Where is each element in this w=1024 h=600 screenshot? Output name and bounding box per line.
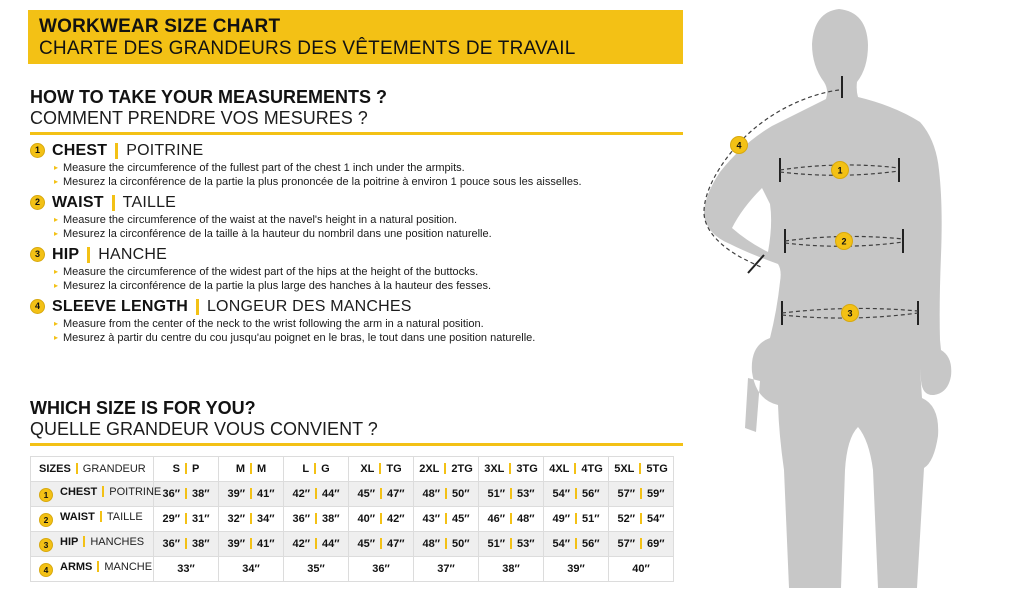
tip-line: [30, 228, 680, 242]
table-label-en: SIZES: [39, 463, 71, 475]
size-value-cell: [609, 507, 674, 532]
bullet-arrow-icon: ▸: [54, 267, 59, 276]
value-a: 54″: [552, 538, 570, 550]
size-value-cell: [154, 532, 219, 557]
yellow-separator: [575, 513, 577, 524]
banner-title-en: WORKWEAR SIZE CHART: [39, 16, 281, 37]
value-a: 57″: [617, 488, 635, 500]
yellow-separator: [76, 463, 78, 474]
tip-text-fr: Mesurez la circonférence de la partie la plus prononcée de la poitrine à environ 1 pouce sous les aisselles.: [63, 175, 582, 188]
size-column-header: [414, 457, 479, 482]
row-label-fr: TAILLE: [106, 511, 143, 523]
measurement-name-fr: TAILLE: [122, 194, 177, 211]
size-value-cell: [219, 482, 284, 507]
size-value-cell: [479, 557, 544, 582]
value-b: 38″: [192, 488, 210, 500]
how-to-heading-en: HOW TO TAKE YOUR MEASUREMENTS ?: [30, 87, 388, 107]
row-label-fr: MANCHE: [104, 561, 153, 573]
yellow-separator: [102, 486, 104, 497]
value-b: 42″: [387, 513, 405, 525]
yellow-separator: [250, 538, 252, 549]
size-column-header: [284, 457, 349, 482]
yellow-separator: [87, 247, 90, 263]
value-a: 35″: [307, 563, 325, 575]
size-value-cell: [544, 532, 609, 557]
value-b: 34″: [257, 513, 275, 525]
row-label-cell: [31, 557, 154, 582]
tip-text-fr: Mesurez la circonférence de la partie la plus large des hanches à la hauteur des fesses.: [63, 279, 492, 292]
tip-line: [30, 318, 680, 332]
tip-line: [30, 214, 680, 228]
tip-line: [30, 162, 680, 176]
value-a: 29″: [162, 513, 180, 525]
value-a: 36″: [162, 538, 180, 550]
value-b: 53″: [517, 488, 535, 500]
yellow-separator: [510, 488, 512, 499]
yellow-separator: [380, 538, 382, 549]
value-b: 69″: [647, 538, 665, 550]
size-value-cell: [284, 507, 349, 532]
yellow-separator: [575, 488, 577, 499]
size-value-cell: [479, 482, 544, 507]
yellow-separator: [315, 513, 317, 524]
size-value-cell: [284, 532, 349, 557]
size-fr: 2TG: [451, 463, 473, 475]
tip-text-fr: Mesurez la circonférence de la taille à la hauteur du nombril dans une position naturelle.: [63, 227, 492, 240]
size-value-cell: [414, 482, 479, 507]
size-column-header: [349, 457, 414, 482]
size-fr: TG: [386, 463, 402, 475]
yellow-separator: [575, 538, 577, 549]
number-badge: 1: [30, 143, 45, 158]
bullet-arrow-icon: ▸: [54, 228, 59, 238]
yellow-separator: [315, 538, 317, 549]
yellow-separator: [185, 463, 187, 474]
tip-text-fr: Mesurez à partir du centre du cou jusqu'au poignet en le bras, le tout dans une position naturelle.: [63, 331, 536, 344]
value-b: 54″: [647, 513, 665, 525]
value-a: 42″: [292, 488, 310, 500]
value-a: 36″: [162, 488, 180, 500]
size-value-cell: [349, 507, 414, 532]
yellow-separator: [444, 463, 446, 474]
row-label-en: CHEST: [60, 486, 98, 498]
yellow-separator: [510, 513, 512, 524]
measurement-name-fr: HANCHE: [98, 246, 168, 263]
value-b: 47″: [387, 538, 405, 550]
measurement-item-sleeve: [30, 297, 680, 345]
value-a: 39″: [567, 563, 585, 575]
tip-text-en: Measure from the center of the neck to the wrist following the arm in a natural position.: [63, 318, 484, 330]
value-a: 45″: [357, 538, 375, 550]
number-badge: 3: [30, 247, 45, 262]
how-to-heading-fr: COMMENT PRENDRE VOS MESURES ?: [30, 108, 368, 128]
size-value-cell: [349, 482, 414, 507]
size-value-cell: [349, 532, 414, 557]
which-size-heading-en: WHICH SIZE IS FOR YOU?: [30, 398, 256, 418]
value-a: 36″: [292, 513, 310, 525]
size-value-cell: [219, 557, 284, 582]
measurement-name-fr: POITRINE: [126, 142, 204, 159]
measurement-item-header: [30, 141, 680, 160]
value-a: 46″: [487, 513, 505, 525]
number-badge: 4: [39, 563, 53, 577]
value-b: 38″: [192, 538, 210, 550]
size-en: XL: [360, 463, 375, 475]
size-value-cell: [219, 532, 284, 557]
how-to-heading: [30, 87, 683, 135]
which-size-heading: [30, 398, 683, 446]
measurement-name-en: HIP: [52, 246, 80, 263]
yellow-separator: [379, 463, 381, 474]
yellow-separator: [445, 538, 447, 549]
bullet-arrow-icon: ▸: [54, 319, 59, 328]
row-label-en: ARMS: [60, 561, 93, 573]
size-value-cell: [479, 532, 544, 557]
size-table: [30, 456, 674, 582]
row-label-fr: POITRINE: [109, 486, 162, 498]
value-b: 45″: [452, 513, 470, 525]
measurement-item-chest: [30, 141, 680, 189]
value-a: 48″: [422, 488, 440, 500]
measurement-instructions: [30, 141, 680, 349]
size-column-header: [479, 457, 544, 482]
size-value-cell: [154, 507, 219, 532]
yellow-separator: [185, 513, 187, 524]
banner-title-fr: CHARTE DES GRANDEURS DES VÊTEMENTS DE TRAVAIL: [39, 38, 576, 59]
worker-silhouette-figure: [690, 0, 1024, 595]
figure-badge-waist-number: 2: [841, 236, 847, 247]
size-value-cell: [544, 507, 609, 532]
yellow-separator: [380, 513, 382, 524]
table-label-fr: GRANDEUR: [82, 463, 146, 475]
measurement-name-fr: LONGEUR DES MANCHES: [206, 298, 412, 315]
yellow-separator: [83, 536, 85, 547]
size-value-cell: [544, 557, 609, 582]
size-table-corner-cell: [31, 457, 154, 482]
size-value-cell: [609, 532, 674, 557]
size-fr: M: [257, 463, 267, 475]
value-a: 48″: [422, 538, 440, 550]
row-label-en: HIP: [60, 536, 79, 548]
size-value-cell: [479, 507, 544, 532]
worker-silhouette: [704, 9, 951, 588]
value-b: 51″: [582, 513, 600, 525]
table-row-waist: [31, 507, 674, 532]
value-a: 40″: [632, 563, 650, 575]
yellow-separator: [640, 538, 642, 549]
table-row-chest: [31, 482, 674, 507]
tip-text-en: Measure the circumference of the widest part of the hips at the height of the buttocks.: [63, 266, 479, 278]
value-b: 47″: [387, 488, 405, 500]
tip-line: [30, 280, 680, 294]
size-fr: P: [192, 463, 200, 475]
size-value-cell: [284, 482, 349, 507]
number-badge: 2: [30, 195, 45, 210]
number-badge: 3: [39, 538, 53, 552]
measurement-item-waist: [30, 193, 680, 241]
number-badge: 2: [39, 513, 53, 527]
measurement-item-header: [30, 193, 680, 212]
yellow-separator: [97, 561, 99, 572]
yellow-separator: [250, 463, 252, 474]
value-a: 39″: [227, 488, 245, 500]
size-fr: 4TG: [581, 463, 603, 475]
figure-badge-sleeve-number: 4: [736, 140, 742, 151]
value-b: 56″: [582, 538, 600, 550]
size-en: 2XL: [419, 463, 440, 475]
yellow-separator: [640, 513, 642, 524]
yellow-separator: [640, 488, 642, 499]
yellow-separator: [315, 488, 317, 499]
value-a: 32″: [227, 513, 245, 525]
size-en: L: [302, 463, 310, 475]
size-value-cell: [414, 557, 479, 582]
size-table-header-row: [31, 457, 674, 482]
value-a: 51″: [487, 488, 505, 500]
row-label-en: WAIST: [60, 511, 95, 523]
value-a: 42″: [292, 538, 310, 550]
size-en: 4XL: [549, 463, 570, 475]
value-a: 34″: [242, 563, 260, 575]
value-a: 45″: [357, 488, 375, 500]
size-column-header: [219, 457, 284, 482]
bullet-arrow-icon: ▸: [54, 332, 59, 342]
tip-line: [30, 332, 680, 346]
tip-text-en: Measure the circumference of the fullest part of the chest 1 inch under the armpits.: [63, 162, 465, 174]
row-label-cell: [31, 482, 162, 507]
measurement-name-en: WAIST: [52, 194, 104, 211]
yellow-separator: [185, 538, 187, 549]
size-en: 5XL: [614, 463, 635, 475]
size-en: M: [235, 463, 245, 475]
value-b: 59″: [647, 488, 665, 500]
bullet-arrow-icon: ▸: [54, 215, 59, 224]
size-value-cell: [544, 482, 609, 507]
row-label-cell: [31, 532, 154, 557]
value-b: 41″: [257, 538, 275, 550]
value-b: 50″: [452, 538, 470, 550]
bullet-arrow-icon: ▸: [54, 163, 59, 172]
size-column-header: [609, 457, 674, 482]
value-a: 51″: [487, 538, 505, 550]
yellow-separator: [509, 463, 511, 474]
yellow-separator: [510, 538, 512, 549]
row-label-cell: [31, 507, 154, 532]
value-a: 40″: [357, 513, 375, 525]
value-a: 39″: [227, 538, 245, 550]
size-en: S: [172, 463, 180, 475]
row-label-fr: HANCHES: [90, 536, 145, 548]
value-b: 31″: [192, 513, 210, 525]
size-en: 3XL: [484, 463, 505, 475]
size-value-cell: [154, 482, 219, 507]
measurement-name-en: SLEEVE LENGTH: [52, 298, 188, 315]
value-a: 37″: [437, 563, 455, 575]
size-fr: 5TG: [646, 463, 668, 475]
yellow-separator: [380, 488, 382, 499]
size-value-cell: [414, 532, 479, 557]
value-a: 36″: [372, 563, 390, 575]
value-a: 38″: [502, 563, 520, 575]
number-badge: 1: [39, 488, 53, 502]
value-b: 44″: [322, 538, 340, 550]
table-row-hip: [31, 532, 674, 557]
yellow-separator: [250, 488, 252, 499]
tip-line: [30, 176, 680, 190]
tip-text-en: Measure the circumference of the waist at the navel's height in a natural position.: [63, 214, 458, 226]
measurement-name-en: CHEST: [52, 142, 108, 159]
yellow-separator: [445, 513, 447, 524]
value-b: 44″: [322, 488, 340, 500]
size-value-cell: [609, 557, 674, 582]
size-value-cell: [284, 557, 349, 582]
number-badge: 4: [30, 299, 45, 314]
table-row-arms: [31, 557, 674, 582]
yellow-separator: [574, 463, 576, 474]
bullet-arrow-icon: ▸: [54, 280, 59, 290]
which-size-heading-fr: QUELLE GRANDEUR VOUS CONVIENT ?: [30, 419, 378, 439]
figure-badge-hip-number: 3: [847, 308, 853, 319]
size-column-header: [544, 457, 609, 482]
size-value-cell: [219, 507, 284, 532]
value-a: 54″: [552, 488, 570, 500]
page-banner: [28, 10, 683, 64]
value-b: 50″: [452, 488, 470, 500]
value-a: 57″: [617, 538, 635, 550]
value-b: 48″: [517, 513, 535, 525]
yellow-separator: [639, 463, 641, 474]
value-a: 49″: [552, 513, 570, 525]
yellow-separator: [196, 299, 199, 315]
measurement-item-hip: [30, 245, 680, 293]
value-b: 41″: [257, 488, 275, 500]
yellow-separator: [185, 488, 187, 499]
value-b: 56″: [582, 488, 600, 500]
value-b: 38″: [322, 513, 340, 525]
silhouette-svg: [690, 0, 1024, 595]
yellow-separator: [115, 143, 118, 159]
sleeve-measure-end-tick: [748, 255, 764, 273]
size-value-cell: [349, 557, 414, 582]
figure-badge-chest-number: 1: [837, 165, 843, 176]
measurement-item-header: [30, 245, 680, 264]
yellow-separator: [250, 513, 252, 524]
value-a: 43″: [422, 513, 440, 525]
size-fr: G: [321, 463, 330, 475]
tip-line: [30, 266, 680, 280]
measurement-item-header: [30, 297, 680, 316]
yellow-separator: [445, 488, 447, 499]
size-fr: 3TG: [516, 463, 538, 475]
value-a: 33″: [177, 563, 195, 575]
yellow-separator: [314, 463, 316, 474]
size-column-header: [154, 457, 219, 482]
size-value-cell: [154, 557, 219, 582]
bullet-arrow-icon: ▸: [54, 176, 59, 186]
value-a: 52″: [617, 513, 635, 525]
size-value-cell: [609, 482, 674, 507]
value-b: 53″: [517, 538, 535, 550]
yellow-separator: [112, 195, 115, 211]
size-value-cell: [414, 507, 479, 532]
yellow-separator: [100, 511, 102, 522]
